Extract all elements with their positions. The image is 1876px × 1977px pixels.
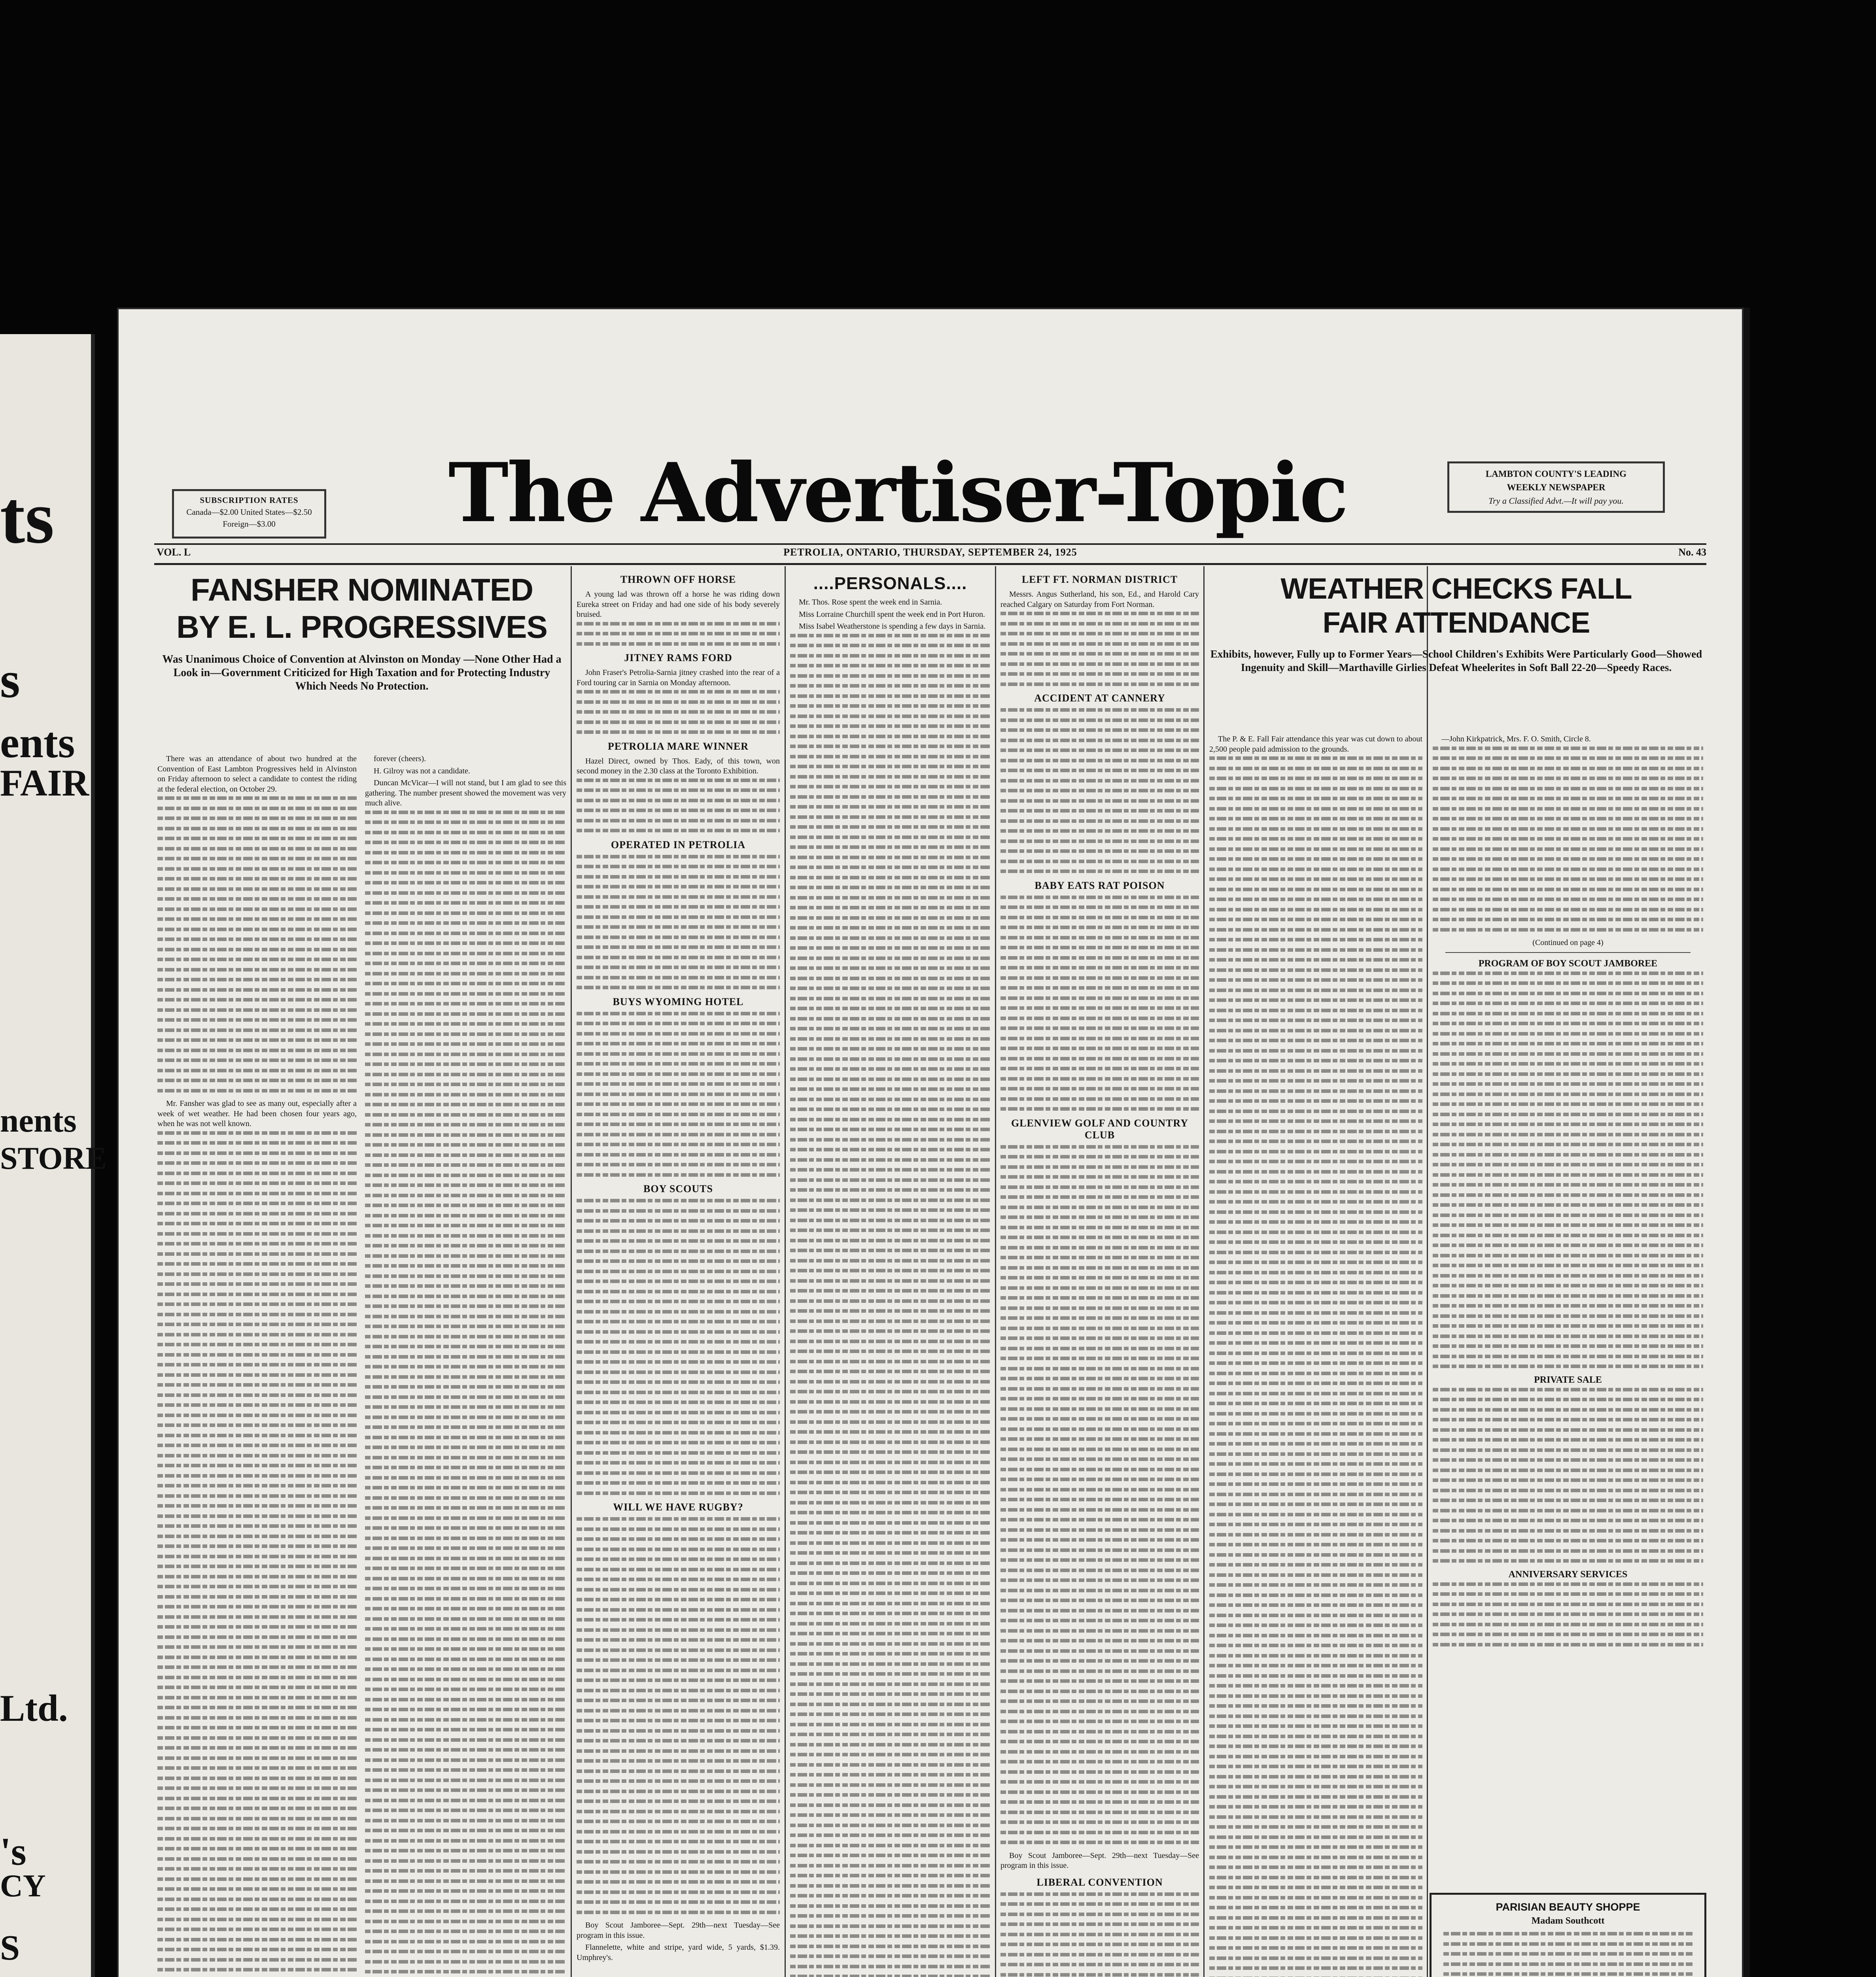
column-separator (1203, 566, 1205, 1977)
fansher-col2-paragraph-2: H. Gilroy was not a candidate. (374, 766, 470, 775)
body-text (1000, 612, 1199, 686)
fair-paragraph-1: The P. & E. Fall Fair attendance this year was cut down to about 2,500 people paid admission to the grounds. (1209, 735, 1422, 754)
body-text (577, 1517, 780, 1914)
subscription-title: SUBSCRIPTION RATES (200, 495, 299, 505)
local-news-column (573, 568, 783, 1977)
thrown-off-horse-text: A young lad was thrown off a horse he was riding down Eureka street on Friday and had one side of his body severely bruised. (577, 590, 780, 619)
lambton-line-2: WEEKLY NEWSPAPER (1507, 482, 1606, 492)
operated-in-petrolia-heading: OPERATED IN PETROLIA (611, 839, 746, 851)
lambton-line-1: LAMBTON COUNTY'S LEADING (1485, 469, 1627, 479)
jitney-rams-ford-heading: JITNEY RAMS FORD (624, 652, 732, 663)
flannelette-notice: Flannelette, white and stripe, yard wide, 5 yards, $1.39. Umphrey's. (577, 1943, 780, 1962)
left-fragment-ents: ents (0, 718, 75, 767)
body-text (1000, 1892, 1199, 1977)
private-sale-heading: PRIVATE SALE (1534, 1374, 1602, 1385)
fansher-col2-paragraph-3: Duncan McVicar—I will not stand, but I am glad to see this gathering. The number present showed the movement was very much alive. (365, 779, 566, 807)
left-fragment-s2: 's (0, 1830, 26, 1873)
district-news-column (997, 568, 1202, 1977)
fansher-headline-line-1: FANSHER NOMINATED (191, 572, 533, 607)
fair-col2-body-text (1433, 747, 1703, 932)
fair-headline-line-2: FAIR ATTENDANCE (1322, 606, 1590, 639)
fansher-article (154, 568, 569, 1977)
buys-wyoming-hotel-heading: BUYS WYOMING HOTEL (613, 996, 744, 1007)
issue-number: No. 43 (1678, 546, 1706, 558)
personals-column (787, 568, 993, 1977)
parisian-ad-body: Madam Southcott (1531, 1916, 1605, 1926)
left-fragment-store: STORE (0, 1141, 107, 1176)
body-text (577, 690, 780, 734)
boy-scout-jamboree-notice: Boy Scout Jamboree—Sept. 29th—next Tuesday—See program in this issue. (577, 1921, 780, 1940)
liberal-convention-heading: LIBERAL CONVENTION (1036, 1876, 1163, 1888)
body-text (577, 779, 780, 833)
continued-on-page-4: (Continued on page 4) (1532, 938, 1604, 947)
left-ft-norman-text: Messrs. Angus Sutherland, his son, Ed., and Harold Cary reached Calgary on Saturday from Fort Norman. (1000, 590, 1199, 609)
fansher-body-text (157, 1131, 357, 1977)
parisian-ad-text (1443, 1932, 1693, 1976)
body-text (1000, 896, 1199, 1111)
will-we-have-rugby-heading: WILL WE HAVE RUGBY? (613, 1501, 743, 1513)
column-separator (571, 566, 572, 1977)
body-text (1000, 708, 1199, 873)
fansher-headline-line-2: BY E. L. PROGRESSIVES (176, 609, 547, 645)
thrown-off-horse-heading: THROWN OFF HORSE (620, 574, 736, 585)
petrolia-mare-winner-heading: PETROLIA MARE WINNER (607, 740, 749, 752)
personals-item-3: Miss Isabel Weatherstone is spending a few days in Sarnia. (799, 622, 986, 631)
parisian-ad-title: PARISIAN BEAUTY SHOPPE (1496, 1901, 1640, 1913)
fair-body-text (1209, 756, 1422, 1977)
anniversary-body-text (1433, 1582, 1703, 1646)
dateline: PETROLIA, ONTARIO, THURSDAY, SEPTEMBER 24, 1925 (783, 546, 1077, 558)
personals-heading: ....PERSONALS.... (813, 574, 967, 593)
left-fragment-cy: CY (0, 1869, 46, 1903)
fair-column-2 (1430, 734, 1706, 1653)
fair-column-1 (1206, 734, 1426, 1977)
boy-scouts-heading: BOY SCOUTS (643, 1183, 713, 1195)
subscription-rates-box (172, 489, 326, 539)
left-fragment-fair: FAIR (0, 762, 89, 804)
divider (1445, 952, 1691, 953)
accident-at-cannery-heading: ACCIDENT AT CANNERY (1034, 692, 1165, 704)
column-separator (785, 566, 786, 1977)
header-bottom-rule (154, 563, 1706, 565)
body-text (577, 1012, 780, 1177)
petrolia-mare-winner-text: Hazel Direct, owned by Thos. Eady, of this town, won second money in the 2.30 class at the Toronto Exhibition. (577, 756, 780, 775)
anniversary-services-heading: ANNIVERSARY SERVICES (1508, 1569, 1628, 1580)
private-sale-body-text (1433, 1388, 1703, 1563)
adjacent-page-fragment (0, 334, 107, 1977)
masthead-title: The Advertiser-Topic (448, 446, 1347, 541)
boy-scout-jamboree-notice-2: Boy Scout Jamboree—Sept. 29th—next Tuesday—See program in this issue. (1000, 1851, 1199, 1870)
fair-col2-paragraph-1: —John Kirkpatrick, Mrs. F. O. Smith, Circle 8. (1441, 735, 1591, 743)
fall-fair-article (1206, 568, 1706, 1977)
newspaper-page (117, 308, 1744, 1977)
fansher-column-2 (362, 754, 569, 1977)
fair-headline-line-1: WEATHER CHECKS FALL (1280, 572, 1632, 605)
left-fragment-nents: nents (0, 1102, 77, 1139)
volume-number: VOL. L (157, 546, 191, 558)
fansher-paragraph-2: Mr. Fansher was glad to see as many out, especially after a week of wet weather. He had been chosen four years ago, when he was not well known. (157, 1099, 357, 1128)
lambton-weekly-box (1447, 461, 1665, 513)
body-text (577, 1199, 780, 1495)
fair-deck: Exhibits, however, Fully up to Former Years—School Children's Exhibits Were Particularly Good—Showed Ingenuity and Skill—Marthaville Girlies Defeat Wheelerites in Soft Ball 22-20—Speedy Races. (1210, 648, 1702, 673)
lambton-line-3: Try a Classified Advt.—It will pay you. (1488, 496, 1624, 506)
body-text (1000, 1145, 1199, 1845)
personals-item-2: Miss Lorraine Churchill spent the week end in Port Huron. (799, 610, 985, 619)
subscription-line-2: Foreign—$3.00 (223, 519, 276, 529)
left-fragment-s: s (0, 652, 20, 709)
fansher-column-1 (154, 754, 360, 1977)
program-body-text (1433, 971, 1703, 1368)
top-rule (154, 543, 1706, 545)
left-ft-norman-heading: LEFT FT. NORMAN DISTRICT (1021, 574, 1178, 585)
fansher-col2-paragraph-1: forever (cheers). (374, 754, 426, 763)
fansher-col2-body-text (365, 811, 566, 1977)
fansher-deck: Was Unanimous Choice of Convention at Alvinston on Monday —None Other Had a Look in—Government Criticized for High Taxation and for Protecting Industry Which Needs No Protection. (162, 653, 562, 692)
fansher-paragraph-1: There was an attendance of about two hundred at the Convention of East Lambton Progressives held in Alvinston on Friday afternoon to select a candidate to contest the riding at the federal election, on October 29. (157, 754, 357, 794)
left-fragment-ltd: Ltd. (0, 1687, 68, 1729)
subscription-line-1: Canada—$2.00 United States—$2.50 (186, 507, 312, 517)
column-separator (995, 566, 996, 1977)
jitney-rams-ford-text: John Fraser's Petrolia-Sarnia jitney crashed into the rear of a Ford touring car in Sarnia on Monday afternoon. (577, 668, 780, 687)
boy-scout-program-heading: PROGRAM OF BOY SCOUT JAMBOREE (1478, 958, 1658, 969)
parisian-beauty-shoppe-ad (1430, 1893, 1706, 1977)
personals-item-1: Mr. Thos. Rose spent the week end in Sarnia. (799, 598, 942, 607)
left-fragment-s3: S (0, 1928, 20, 1968)
body-text (577, 855, 780, 990)
body-text (577, 622, 780, 646)
glenview-golf-heading: GLENVIEW GOLF AND COUNTRY CLUB (1011, 1117, 1189, 1141)
fansher-body-text (157, 796, 357, 1092)
baby-eats-rat-poison-heading: BABY EATS RAT POISON (1034, 879, 1165, 891)
left-fragment-ts: ts (0, 476, 55, 559)
personals-body-text (790, 634, 990, 1977)
